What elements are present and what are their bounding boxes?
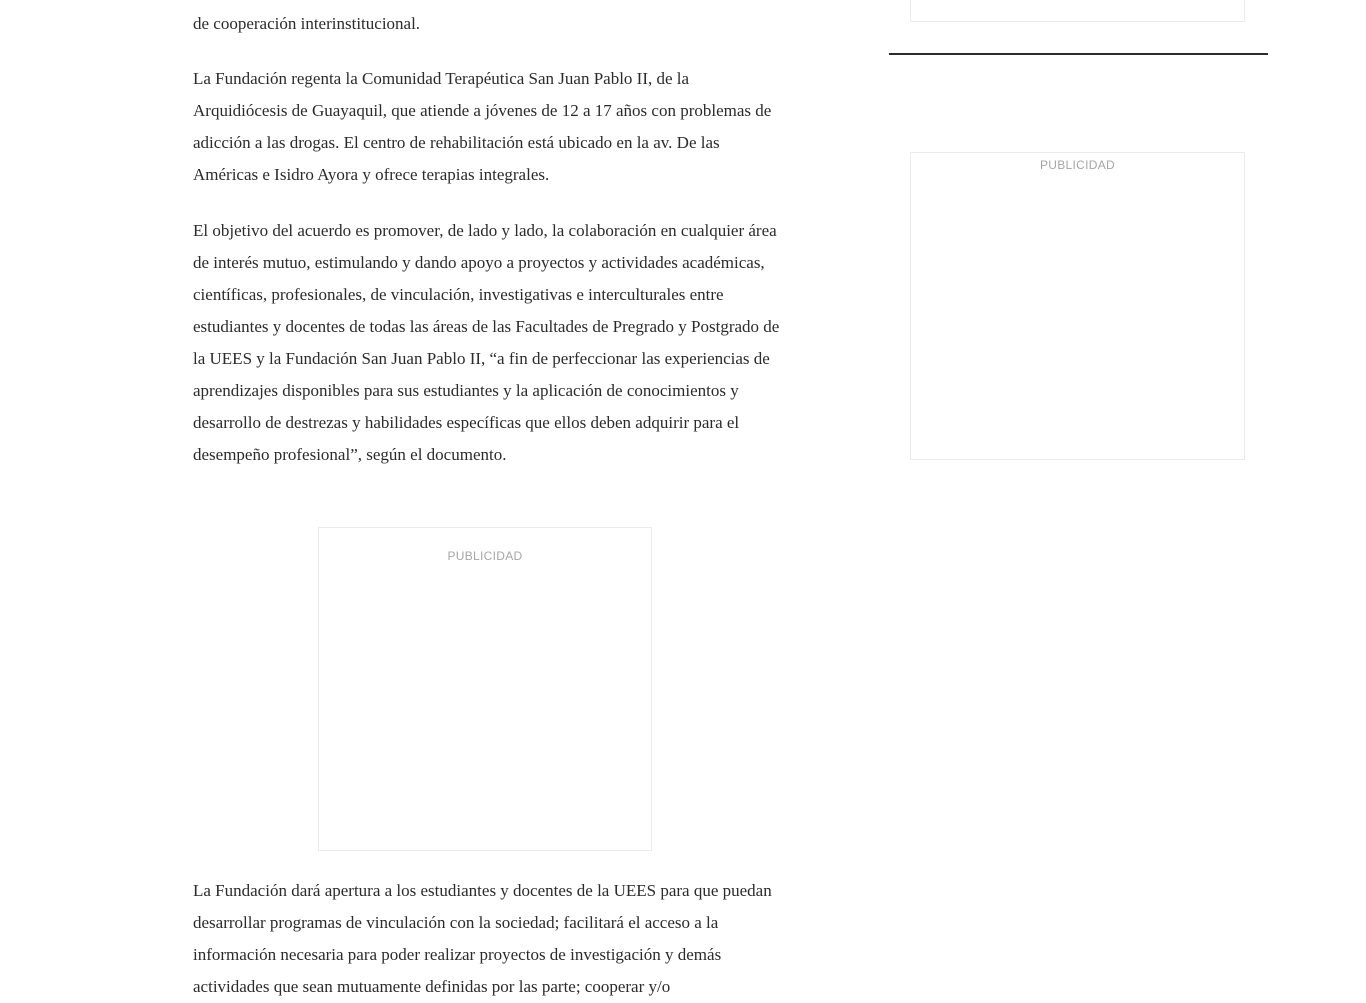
article-paragraph: La Fundación regenta la Comunidad Terapéutica San Juan Pablo II, de la Arquidiócesis de Guayaquil, que atiende a jóvenes de 12 a 17 años con problemas de adicción a las drogas. El centro de rehabilitación está ubicado en la av. De las Américas e Isidro Ayora y ofrece terapias integrales. <box>193 69 772 184</box>
sidebar-divider <box>889 53 1268 55</box>
ad-label: PUBLICIDAD <box>1039 158 1116 172</box>
sidebar-ad-slot-top[interactable] <box>910 0 1245 22</box>
article-paragraph: El objetivo del acuerdo es promover, de lado y lado, la colaboración en cualquier área de interés mutuo, estimulando y dando apoyo a proyectos y actividades académicas, científicas, profesionales, de vinculación, investigativas e interculturales entre estudiantes y docentes de todas las áreas de las Facultades de Pregrado y Postgrado de la UEES y la Fundación San Juan Pablo II, “a fin de perfeccionar las experiencias de aprendizajes disponibles para sus estudiantes y la aplicación de conocimientos y desarrollo de destrezas y habilidades específicas que ellos deben adquirir para el desempeño profesional”, según el documento. <box>193 221 780 464</box>
article-paragraph: La Fundación dará apertura a los estudiantes y docentes de la UEES para que puedan desarrollar programas de vinculación con la sociedad; facilitará el acceso a la información necesaria para poder realizar proyectos de investigación y demás actividades que sean mutuamente definidas por las parte; cooperar y/o <box>193 881 772 996</box>
ad-label: PUBLICIDAD <box>447 549 523 563</box>
sidebar-ad-slot[interactable] <box>910 152 1245 460</box>
article-paragraph: de cooperación interinstitucional. <box>193 14 421 33</box>
inline-ad-slot[interactable] <box>318 527 652 851</box>
